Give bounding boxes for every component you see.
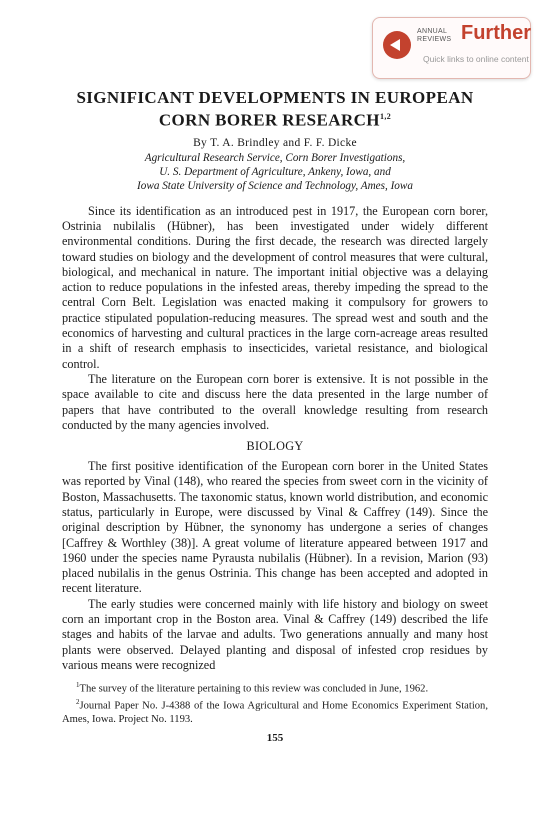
footnote-1-text: The survey of the literature pertaining to this review was concluded in June, 1962. — [79, 683, 429, 695]
badge-annual: ANNUAL — [417, 28, 448, 35]
badge-subtitle: Quick links to online content — [423, 54, 529, 64]
body-paragraph: The first positive identification of the European corn borer in the United States was reported by Vinal (148), who reared the species from sweet corn in the vicinity of Boston, Massachusetts. The taxonomic status, known world distribution, and economic status, particularly in Europe, were discussed by Vinal & Caffrey (149). Since the original description by Hübner, the synonomy has undergone a series of changes [Caffrey & Worthley (38)]. A great volume of literature appeared between 1917 and 1960 under the species name Pyrausta nubilalis (Hübner). In a revision, Marion (93) placed nubilalis in the genus Ostrinia. This change has been accepted and adopted in recent literature. — [62, 459, 488, 596]
body-paragraph: The early studies were concerned mainly with life history and biology on sweet corn an important crop in the Boston area. Vinal & Caffrey (149) described the life stages and habits of the larvae and adults. Two generations annually and many host plants were observed. Delayed planting and disposal of infested crop residues by various means were recognized — [62, 596, 488, 672]
footnotes — [62, 679, 488, 727]
article-title — [62, 88, 488, 130]
affiliation-line: Iowa State University of Science and Technology, Ames, Iowa — [137, 179, 413, 192]
badge-reviews: REVIEWS — [417, 36, 452, 43]
page-number: 155 — [266, 731, 284, 744]
affiliation-line: Agricultural Research Service, Corn Borer Investigations, — [144, 151, 406, 164]
section-heading: BIOLOGY — [246, 439, 304, 454]
further-badge[interactable] — [372, 17, 531, 79]
title-line-1: SIGNIFICANT DEVELOPMENTS IN EUROPEAN — [76, 88, 474, 107]
annual-reviews-logo-icon — [383, 31, 411, 59]
footnote-2-text: Journal Paper No. J-4388 of the Iowa Agricultural and Home Economics Experiment Station, Ames, Iowa. Project No. 1193. — [62, 700, 488, 726]
footnote-1: $^1$The survey of the literature pertaining to this review was concluded in June, 1962. — [76, 681, 429, 695]
body-paragraph: Since its identification as an introduced pest in 1917, the European corn borer, Ostrinia nubilalis (Hübner), has been investigated under widely different environmental conditions. During the first decade, the research was directed largely toward studies on biology and the development of control measures that were cultural, biological, and mechanical in nature. The important initial objective was a delaying action to reduce populations in the infested areas, thereby impeding the spread to the central Corn Belt. Legislation was enacted making it compulsory for growers to practice stipulated population-reducing measures. The spread west and south and the economics of harvesting and cultural practices in the large corn-acreage areas resulted in a shift of research emphasis to insecticides, varietal resistance, and biological control. — [62, 203, 488, 371]
article-content — [62, 88, 488, 744]
byline: By T. A. Brindley and F. F. Dicke — [193, 136, 357, 149]
affiliation-line: U. S. Department of Agriculture, Ankeny, Iowa, and — [159, 165, 391, 178]
title-footnote-marker: 1,2 — [379, 112, 392, 121]
body-paragraph: The literature on the European corn borer is extensive. It is not possible in the space available to cite and discuss here the data presented in the large number of papers that have contributed to the overall knowledge resulting from research conducted by the many agencies involved. — [62, 371, 488, 432]
footnote-2: $^2$Journal Paper No. J-4388 of the Iowa Agricultural and Home Economics Experiment Station, Ames, Iowa. Project No. 1193. — [62, 698, 488, 726]
title-line-2: CORN BORER RESEARCH — [158, 110, 380, 130]
badge-further-label: Further — [461, 22, 531, 44]
affiliation — [62, 151, 488, 193]
